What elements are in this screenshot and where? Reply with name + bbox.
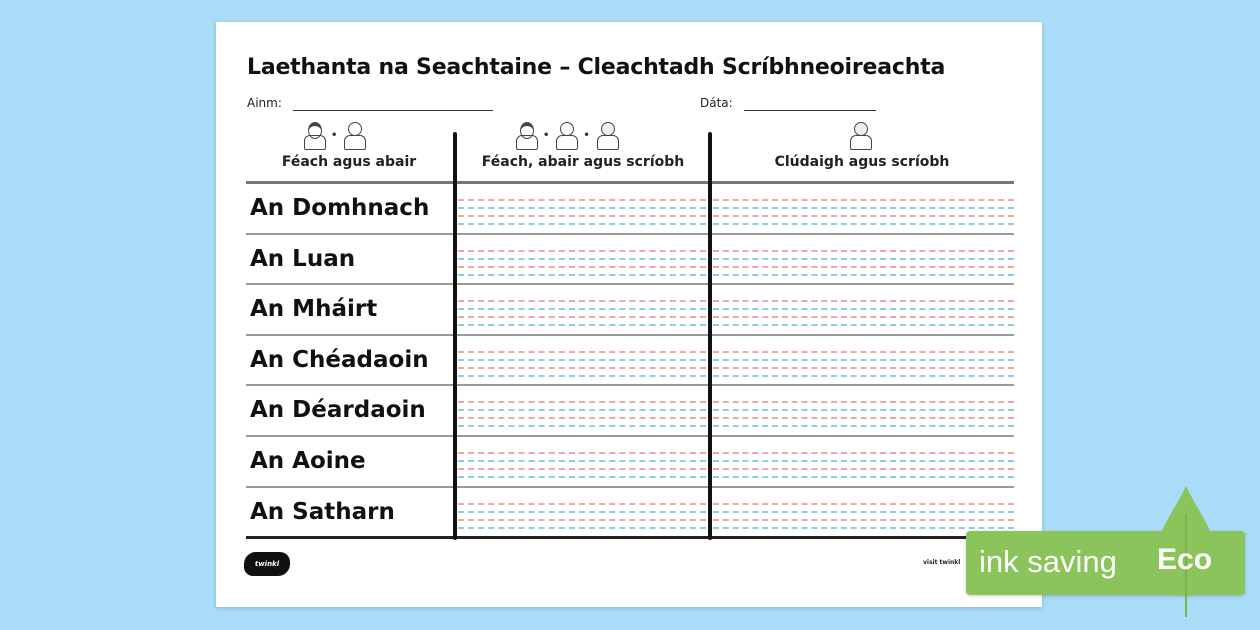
day-label: An Chéadaoin [250,346,429,373]
row-rule [246,283,1014,285]
row-rule [246,486,1014,488]
say-figure-icon [340,120,368,150]
writing-guide-lines[interactable] [458,351,706,381]
writing-guide-lines[interactable] [458,401,706,431]
writing-guide-lines[interactable] [713,250,1014,280]
row-rule [246,233,1014,235]
name-line [293,110,493,111]
twinkl-logo: twinkl [244,552,290,576]
column-3-header: Clúdaigh agus scríobh [774,154,950,170]
say-figure-icon [552,120,580,150]
ink-saving-label: ink saving [979,544,1117,579]
day-label: An Aoine [250,448,366,474]
day-label: An Déardaoin [250,397,426,424]
column-2-icons [512,118,621,152]
writing-guide-lines[interactable] [713,401,1014,431]
plus-icon: • [583,129,590,141]
writing-guide-lines[interactable] [458,300,706,330]
writing-guide-lines[interactable] [713,199,1014,229]
column-divider-1 [453,132,457,540]
name-label: Ainm: [247,96,282,110]
look-figure-icon [300,120,328,150]
column-3-icons [846,118,874,152]
writing-guide-lines[interactable] [713,351,1014,381]
writing-guide-lines[interactable] [713,300,1014,330]
worksheet-page [216,22,1042,607]
column-1-header: Féach agus abair [281,154,417,170]
day-label: An Satharn [250,498,395,525]
row-rule [246,334,1014,336]
day-label: An Mháirt [250,296,378,323]
write-figure-icon [846,120,874,150]
date-label: Dáta: [700,96,733,110]
writing-guide-lines[interactable] [458,452,706,482]
day-label: An Luan [250,245,356,272]
row-rule [246,435,1014,437]
plus-icon: • [331,129,338,141]
bottom-rule [246,536,1014,539]
write-figure-icon [593,120,621,150]
footer-text: visit twinkl [923,559,961,566]
eco-label: Eco [1157,543,1213,576]
worksheet-title: Laethanta na Seachtaine – Cleachtadh Scríbhneoireachta [247,55,946,80]
header-rule [246,181,1014,184]
column-2-header: Féach, abair agus scríobh [481,154,685,170]
writing-guide-lines[interactable] [458,503,706,533]
day-label: An Domhnach [250,195,430,221]
look-figure-icon [512,120,540,150]
date-line [744,110,876,111]
writing-guide-lines[interactable] [713,503,1014,533]
plus-icon: • [543,129,550,141]
column-1-icons [300,118,368,152]
writing-guide-lines[interactable] [713,452,1014,482]
writing-guide-lines[interactable] [458,250,706,280]
writing-guide-lines[interactable] [458,199,706,229]
row-rule [246,384,1014,386]
column-divider-2 [708,132,712,540]
